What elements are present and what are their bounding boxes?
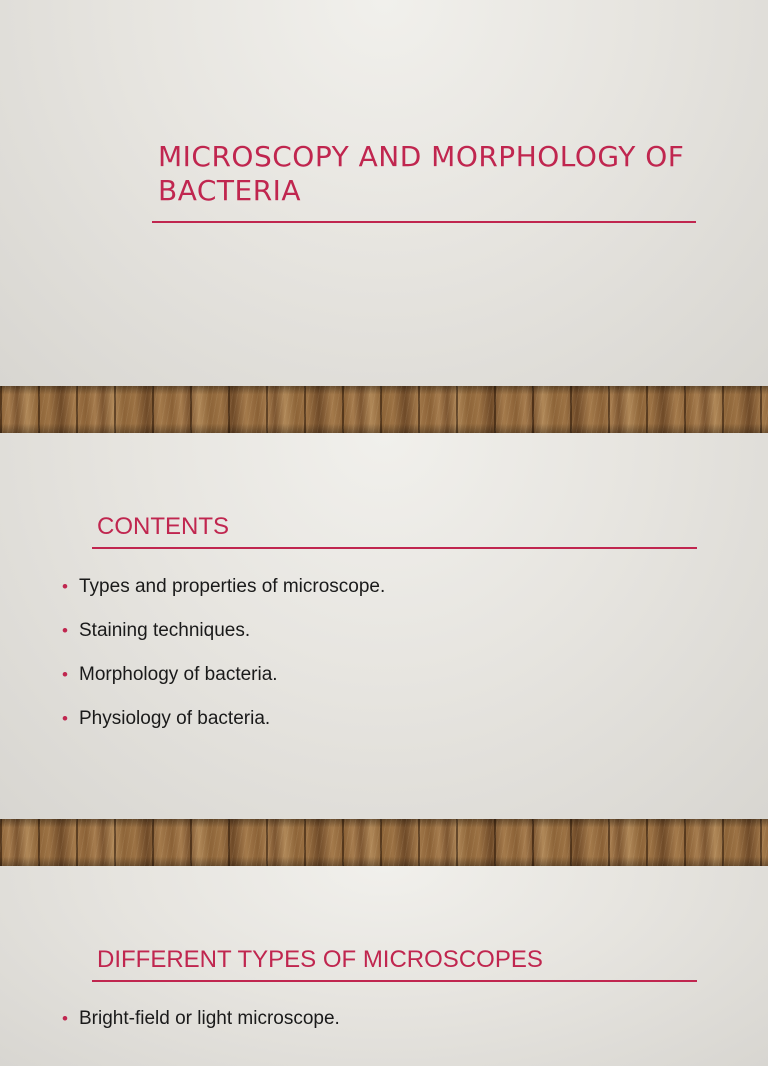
microscopes-underline — [92, 980, 697, 982]
bullet-icon: • — [62, 1009, 68, 1028]
title-underline — [152, 221, 696, 223]
slide-title: MICROSCOPY AND MORPHOLOGY OF BACTERIA — [158, 140, 685, 207]
bullet-icon: • — [62, 577, 68, 596]
bullet-icon: • — [62, 621, 68, 640]
list-item — [62, 662, 385, 706]
list-item — [62, 618, 385, 662]
wood-floor-divider — [0, 819, 768, 866]
bullet-icon: • — [62, 665, 68, 684]
contents-list — [62, 574, 385, 750]
list-item-text: Staining techniques. — [79, 620, 251, 641]
bullet-icon: • — [62, 709, 68, 728]
list-item — [62, 706, 385, 750]
contents-underline — [92, 547, 697, 549]
microscopes-list — [62, 1006, 340, 1050]
title-slide — [0, 0, 768, 386]
list-item-text: Types and properties of microscope. — [79, 576, 386, 597]
list-item-text: Morphology of bacteria. — [79, 664, 278, 685]
microscopes-heading: DIFFERENT TYPES OF MICROSCOPES — [97, 946, 543, 973]
list-item — [62, 574, 385, 618]
list-item — [62, 1006, 340, 1050]
contents-heading: CONTENTS — [97, 513, 229, 540]
list-item-text: Physiology of bacteria. — [79, 708, 271, 729]
wood-floor-divider — [0, 386, 768, 433]
list-item-text: Bright-field or light microscope. — [79, 1008, 340, 1029]
